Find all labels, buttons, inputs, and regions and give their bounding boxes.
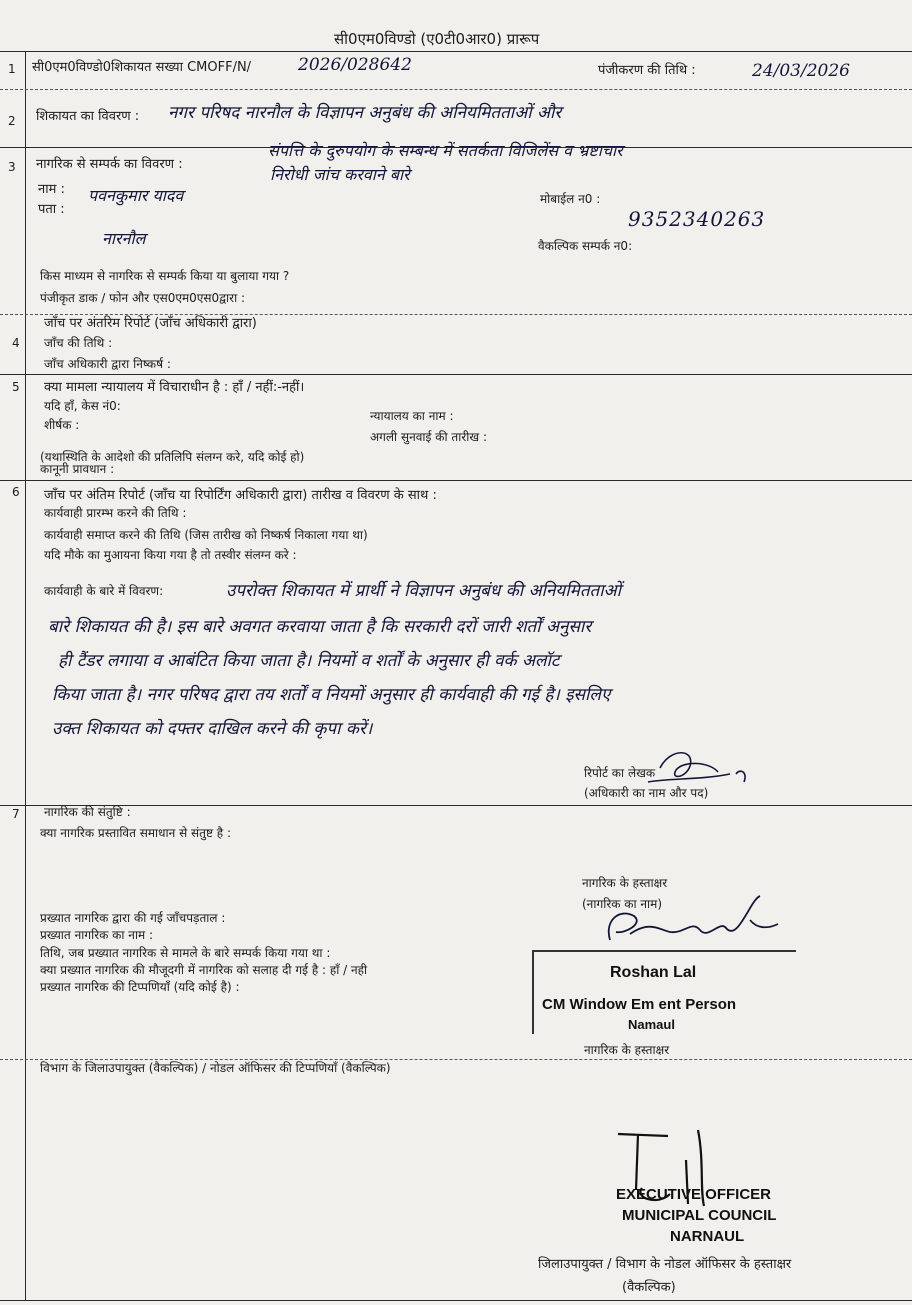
row-number: 5 xyxy=(12,380,20,394)
complaint-details-line: निरोधी जांच करवाने बारे xyxy=(270,165,410,184)
eminent-person-place: Namaul xyxy=(628,1017,675,1032)
legal-provision-label: कानूनी प्रावधान : xyxy=(40,462,115,476)
next-hearing-label: अगली सुनवाई की तारीख : xyxy=(370,430,488,444)
action-details-label: कार्यवाही के बारे में विवरण: xyxy=(44,584,164,598)
interim-report-heading: जाँच पर अंतरिम रिपोर्ट (जाँच अधिकारी द्वारा) xyxy=(44,316,257,331)
section-divider xyxy=(0,147,912,148)
row-number: 4 xyxy=(12,336,20,350)
row-number: 7 xyxy=(12,807,20,821)
bottom-rule xyxy=(0,1300,912,1301)
citizen-name-value: पवनकुमार यादव xyxy=(88,186,184,205)
action-start-label: कार्यवाही प्रारम्भ करने की तिथि : xyxy=(44,506,187,520)
name-label: नाम : xyxy=(38,182,65,197)
row-number: 1 xyxy=(8,62,16,76)
executive-officer-stamp-line: EXECUTIVE OFFICER xyxy=(616,1186,772,1203)
action-details-line: उक्त शिकायत को दफ्तर दाखिल करने की कृपा करें। xyxy=(52,719,373,739)
eminent-name-label: प्रख्यात नागरिक का नाम : xyxy=(40,928,154,942)
alt-contact-label: वैकल्पिक सम्पर्क न0: xyxy=(538,239,633,253)
contact-date-label: तिथि, जब प्रख्यात नागरिक से मामले के बारे सम्पर्क किया गया था : xyxy=(40,946,331,960)
citizen-name-label: (नागरिक का नाम) xyxy=(582,897,663,911)
inquiry-date-label: जाँच की तिथि : xyxy=(44,336,113,350)
order-copy-note: (यथास्थिति के आदेशो की प्रतिलिपि संलग्न करे, यदि कोई हो) xyxy=(40,450,305,464)
registration-date-label: पंजीकरण की तिथि : xyxy=(598,63,696,78)
title-label: शीर्षक : xyxy=(44,418,80,432)
case-number-label: यदि हाँ, केस नं0: xyxy=(44,399,121,413)
row-number: 2 xyxy=(8,114,16,128)
mobile-label: मोबाईल न0 : xyxy=(540,192,601,206)
citizen-satisfaction-heading: नागरिक की संतुष्टि : xyxy=(44,805,131,819)
action-details-line: किया जाता है। नगर परिषद द्वारा तय शर्तों व नियमों अनुसार ही कार्यवाही की गई है। इसलिए xyxy=(52,685,611,705)
citizen-signature-label: नागरिक के हस्ताक्षर xyxy=(582,876,668,890)
complaint-details-line: संपत्ति के दुरुपयोग के सम्बन्ध में सतर्कता विजिलेंस व भ्रष्टाचार xyxy=(268,141,623,160)
action-end-label: कार्यवाही समाप्त करने की तिथि (जिस तारीख को निष्कर्ष निकाला गया था) xyxy=(44,528,368,542)
complaint-details-line: नगर परिषद नारनौल के विज्ञापन अनुबंध की अनियमितताओं और xyxy=(168,103,562,123)
satisfaction-question: क्या नागरिक प्रस्तावित समाधान से संतुष्ट है : xyxy=(40,826,232,840)
narnaul-stamp-line: NARNAUL xyxy=(670,1228,745,1245)
advice-question: क्या प्रख्यात नागरिक की मौजूदगी में नागरिक को सलाह दी गई है : हाँ / नही xyxy=(40,963,368,977)
section-divider xyxy=(0,374,912,375)
complaint-number-label: सी0एम0विण्डो0शिकायत सख्या CMOFF/N/ xyxy=(32,60,252,75)
optional-note: (वैकल्पिक) xyxy=(622,1280,676,1295)
nodal-officer-signature-label: जिलाउपायुक्त / विभाग के नोडल ऑफिसर के हस्ताक्षर xyxy=(538,1257,792,1272)
number-column-rule xyxy=(25,51,26,1301)
final-report-heading: जाँच पर अंतिम रिपोर्ट (जाँच या रिपोर्टिंग अधिकारी द्वारा) तारीख व विवरण के साथ : xyxy=(44,488,437,503)
court-name-label: न्यायालय का नाम : xyxy=(370,409,454,423)
row-number: 3 xyxy=(8,160,16,174)
citizen-address-value: नारनौल xyxy=(102,229,146,248)
action-details-line: उपरोक्त शिकायत में प्रार्थी ने विज्ञापन अनुबंध की अनियमितताओं xyxy=(226,581,621,601)
mobile-number-value: 9352340263 xyxy=(628,207,766,231)
registration-date-value: 24/03/2026 xyxy=(752,61,850,81)
officer-name-label: (अधिकारी का नाम और पद) xyxy=(584,786,709,800)
complaint-number-value: 2026/028642 xyxy=(298,55,412,75)
citizen-signature-label: नागरिक के हस्ताक्षर xyxy=(584,1043,670,1057)
municipal-council-stamp-line: MUNICIPAL COUNCIL xyxy=(622,1207,777,1224)
row-number: 6 xyxy=(12,485,20,499)
eminent-comments-label: प्रख्यात नागरिक की टिप्पणियाँ (यदि कोई है) : xyxy=(40,980,240,994)
registered-post-label: पंजीकृत डाक / फोन और एस0एम0एस0द्वारा : xyxy=(40,291,246,305)
action-details-line: बारे शिकायत की है। इस बारे अवगत करवाया जाता है कि सरकारी दरों जारी शर्तों अनुसार xyxy=(48,617,592,637)
court-pending-question: क्या मामला न्यायालय में विचाराधीन है : हाँ / नहीं:-नहीं। xyxy=(44,380,305,395)
report-writer-label: रिपोर्ट का लेखक xyxy=(584,766,656,780)
section-divider xyxy=(0,1059,912,1060)
header-rule xyxy=(0,51,912,52)
eminent-person-name: Roshan Lal xyxy=(610,964,697,981)
section-divider xyxy=(0,314,912,315)
section-divider xyxy=(0,480,912,481)
eminent-verification-label: प्रख्यात नागरिक द्वारा की गई जाँचपड़ताल : xyxy=(40,911,226,925)
action-details-line: ही टैंडर लगाया व आबंटित किया जाता है। नियमों व शर्तों के अनुसार ही वर्क अलॉट xyxy=(58,651,560,671)
address-label: पता : xyxy=(38,202,65,217)
complaint-details-label: शिकायत का विवरण : xyxy=(36,109,140,124)
section-divider xyxy=(0,89,912,90)
site-photo-label: यदि मौके का मुआयना किया गया है तो तस्वीर संलग्न करे : xyxy=(44,548,297,562)
contact-medium-label: किस माध्यम से नागरिक से सम्पर्क किया या बुलाया गया ? xyxy=(40,269,290,283)
eminent-person-title: CM Window Em ent Person xyxy=(542,996,737,1013)
contact-details-label: नागरिक से सम्पर्क का विवरण : xyxy=(36,157,183,172)
form-title: सी0एम0विण्डो (ए0टी0आर0) प्रारूप xyxy=(334,30,540,48)
section-divider xyxy=(0,805,912,806)
district-officer-comments-label: विभाग के जिलाउपायुक्त (वैकल्पिक) / नोडल ऑफिसर की टिप्पणियाँ (वैकल्पिक) xyxy=(40,1061,391,1075)
inquiry-finding-label: जाँच अधिकारी द्वारा निष्कर्ष : xyxy=(44,357,171,371)
